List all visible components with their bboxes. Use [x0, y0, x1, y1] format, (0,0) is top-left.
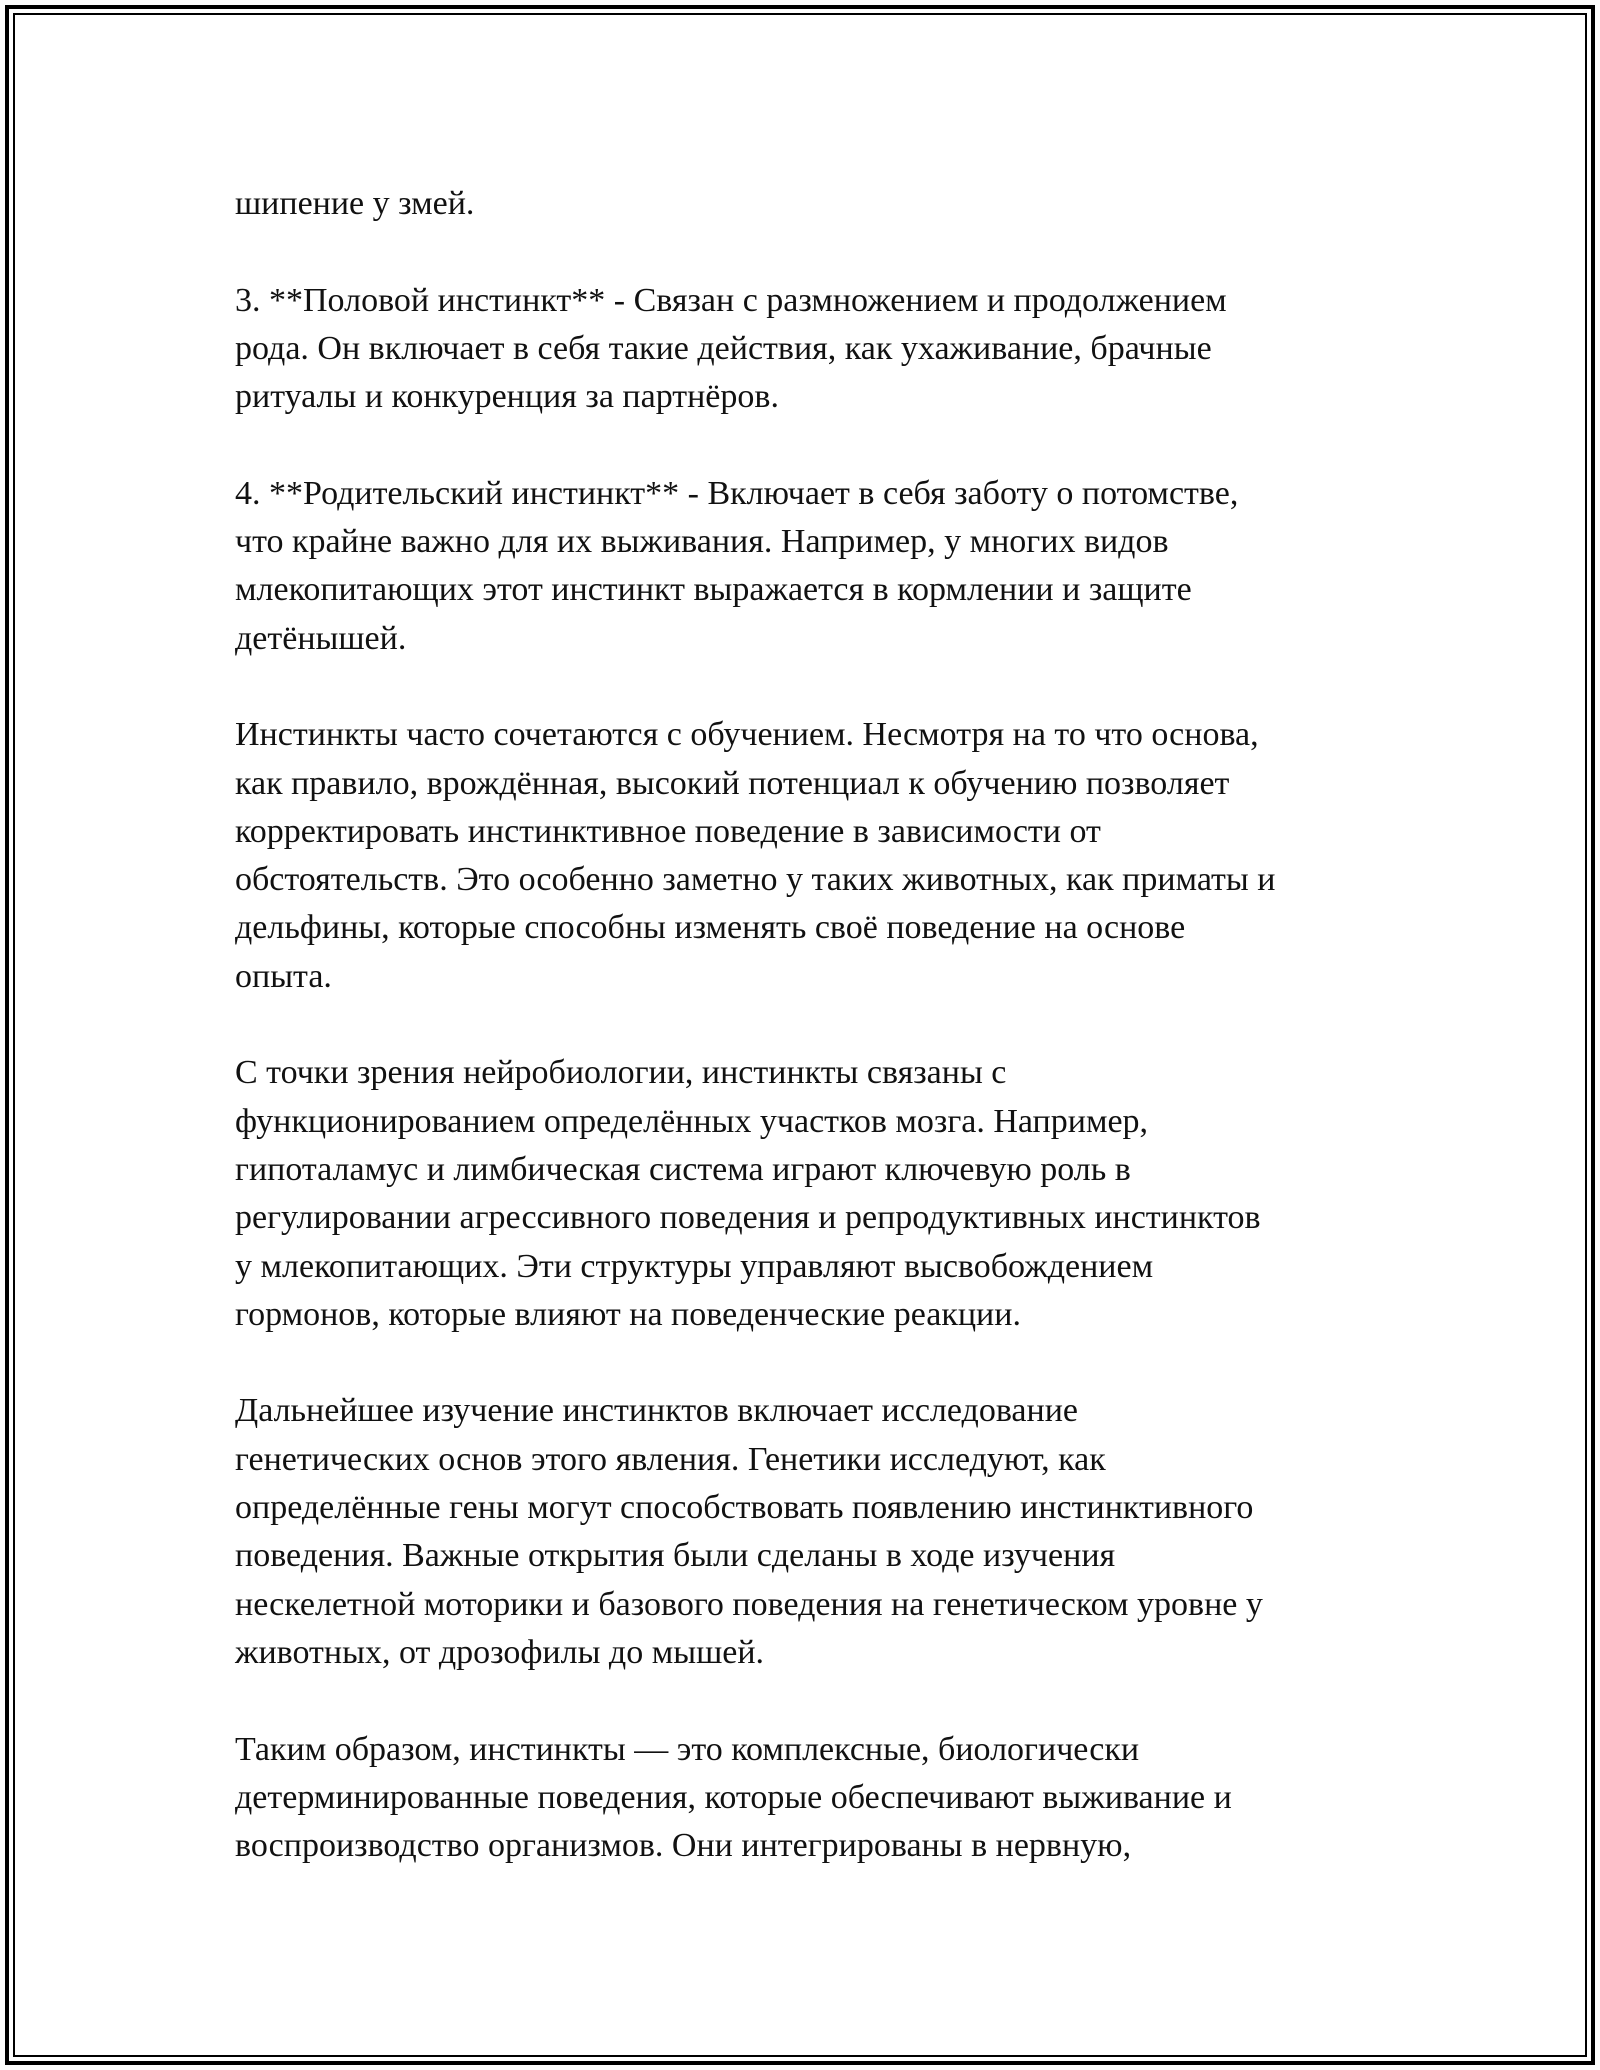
text-line: определённые гены могут способствовать появлению инстинктивного	[235, 1489, 1254, 1527]
paragraph-parental-instinct	[235, 470, 1395, 663]
paragraph-snake-hiss	[235, 180, 1395, 228]
text-line: обстоятельств. Это особенно заметно у таких животных, как приматы и	[235, 861, 1276, 899]
text-line: воспроизводство организмов. Они интегрированы в нервную,	[235, 1827, 1132, 1865]
text-line: генетических основ этого явления. Генетики исследуют, как	[235, 1440, 1106, 1478]
text-line: функционированием определённых участков мозга. Например,	[235, 1102, 1149, 1140]
text-line: детерминированные поведения, которые обеспечивают выживание и	[235, 1778, 1232, 1816]
text-line: Таким образом, инстинкты — это комплексные, биологически	[235, 1730, 1140, 1768]
text-line: опыта.	[235, 957, 332, 995]
text-line: гипоталамус и лимбическая система играют ключевую роль в	[235, 1150, 1131, 1188]
text-line: 3. **Половой инстинкт** - Связан с размножением и продолжением	[235, 281, 1227, 319]
text-line: гормонов, которые влияют на поведенческие реакции.	[235, 1295, 1021, 1333]
text-line: 4. **Родительский инстинкт** - Включает в себя заботу о потомстве,	[235, 474, 1239, 512]
paragraph-neurobiology	[235, 1049, 1395, 1339]
text-line: что крайне важно для их выживания. Например, у многих видов	[235, 523, 1169, 561]
text-line: ритуалы и конкуренция за партнёров.	[235, 378, 779, 416]
text-line: млекопитающих этот инстинкт выражается в кормлении и защите	[235, 571, 1192, 609]
text-line: поведения. Важные открытия были сделаны в ходе изучения	[235, 1537, 1116, 1575]
text-line: как правило, врождённая, высокий потенциал к обучению позволяет	[235, 764, 1230, 802]
text-line: дельфины, которые способны изменять своё поведение на основе	[235, 909, 1186, 947]
text-line: корректировать инстинктивное поведение в зависимости от	[235, 812, 1101, 850]
text-line: животных, от дрозофилы до мышей.	[235, 1633, 765, 1671]
text-line: рода. Он включает в себя такие действия, как ухаживание, брачные	[235, 329, 1212, 367]
paragraph-learning	[235, 711, 1395, 1001]
text-line: регулировании агрессивного поведения и репродуктивных инстинктов	[235, 1199, 1261, 1237]
text-line: шипение у змей.	[235, 185, 475, 222]
paragraph-genetics	[235, 1387, 1395, 1677]
text-line: нескелетной моторики и базового поведения на генетическом уровне у	[235, 1585, 1263, 1623]
text-line: Дальнейшее изучение инстинктов включает исследование	[235, 1392, 1078, 1430]
paragraph-conclusion	[235, 1726, 1395, 1871]
text-line: у млекопитающих. Эти структуры управляют высвобождением	[235, 1247, 1154, 1285]
document-body	[235, 180, 1395, 1919]
text-line: Инстинкты часто сочетаются с обучением. Несмотря на то что основа,	[235, 716, 1259, 754]
text-line: С точки зрения нейробиологии, инстинкты связаны с	[235, 1054, 1007, 1092]
paragraph-sexual-instinct	[235, 277, 1395, 422]
text-line: детёнышей.	[235, 619, 407, 657]
